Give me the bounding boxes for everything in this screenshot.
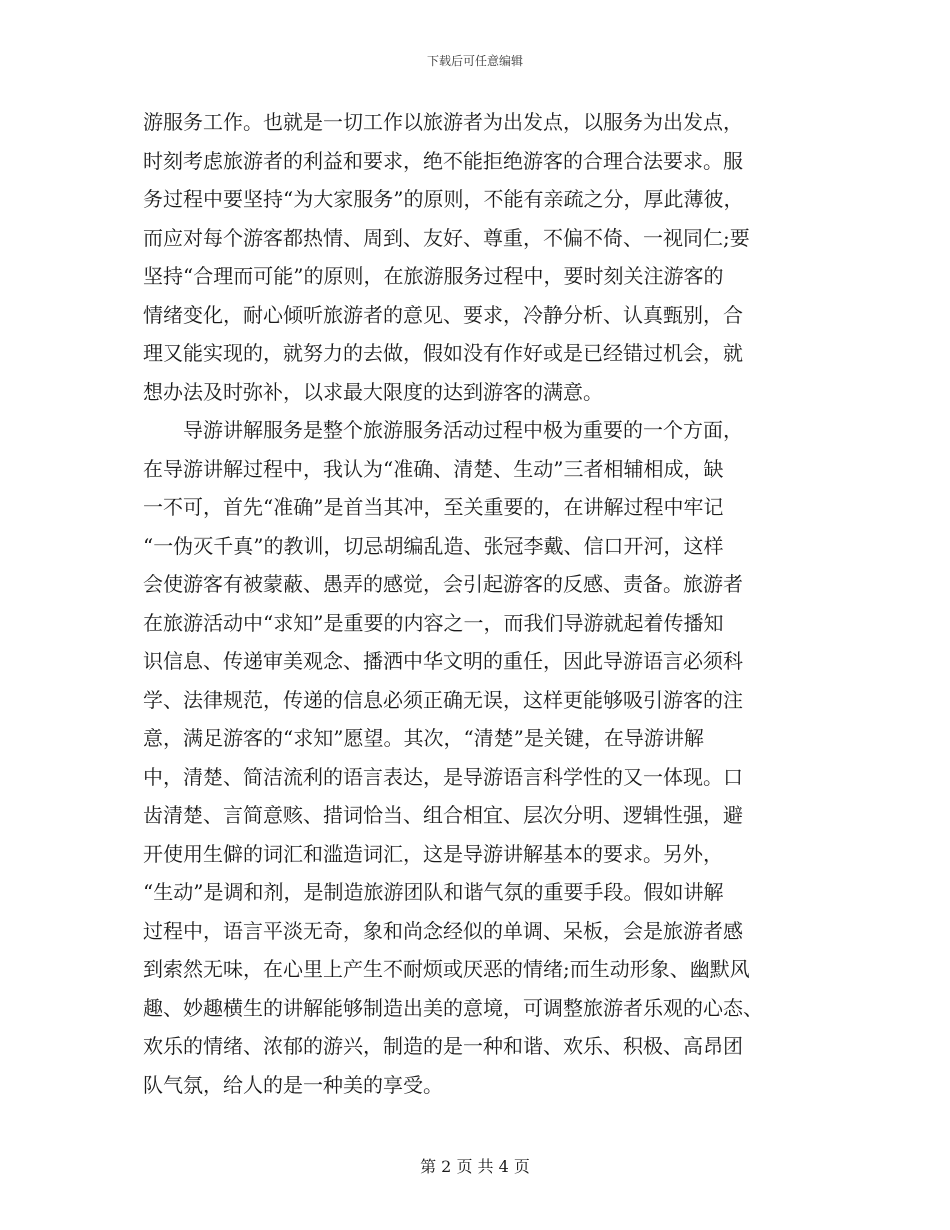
text-line: 过程中，语言平淡无奇，象和尚念经似的单调、呆板，会是旅游者感 [143, 918, 743, 943]
text-line: 情绪变化，耐心倾听旅游者的意见、要求，冷静分析、认真甄别，合 [143, 302, 743, 327]
text-line: 在导游讲解过程中，我认为“准确、清楚、生动”三者相辅相成，缺 [143, 456, 724, 481]
text-line: 队气氛，给人的是一种美的享受。 [143, 1072, 443, 1097]
text-line: 坚持“合理而可能”的原则，在旅游服务过程中，要时刻关注游客的 [143, 264, 724, 288]
text-line: 一不可，首先“准确”是首当其冲，至关重要的，在讲解过程中牢记 [143, 495, 724, 519]
text-line: 在旅游活动中“求知”是重要的内容之一，而我们导游就起着传播知 [143, 610, 724, 635]
text-line: 务过程中要坚持“为大家服务”的原则，不能有亲疏之分，厚此薄彼， [143, 187, 744, 211]
text-line: “一伪灭千真”的教训，切忌胡编乱造、张冠李戴、信口开河，这样 [143, 533, 724, 558]
text-line: 理又能实现的，就努力的去做，假如没有作好或是已经错过机会，就 [143, 341, 743, 365]
text-line: 齿清楚、言简意赅、措词恰当、组合相宜、层次分明、逻辑性强，避 [143, 803, 743, 827]
text-line: “生动”是调和剂，是制造旅游团队和谐气氛的重要手段。假如讲解 [143, 880, 724, 904]
text-line: 意，满足游客的“求知”愿望。其次，“清楚”是关键，在导游讲解 [143, 726, 704, 750]
text-line: 而应对每个游客都热情、周到、友好、尊重，不偏不倚、一视同仁;要 [143, 225, 750, 250]
paragraph-start-line: 导游讲解服务是整个旅游服务活动过程中极为重要的一个方面， [143, 418, 743, 442]
page-header: 下载后可任意编辑 [426, 54, 523, 68]
text-line: 学、法律规范，传递的信息必须正确无误，这样更能够吸引游客的注 [143, 687, 743, 712]
text-line: 时刻考虑旅游者的利益和要求，绝不能拒绝游客的合理合法要求。服 [143, 148, 743, 173]
text-line: 中，清楚、简洁流利的语言表达，是导游语言科学性的又一体现。口 [143, 764, 743, 789]
text-line: 到索然无味，在心里上产生不耐烦或厌恶的情绪;而生动形象、幽默风 [143, 957, 750, 981]
text-line: 游服务工作。也就是一切工作以旅游者为出发点，以服务为出发点， [143, 110, 743, 134]
text-line: 欢乐的情绪、浓郁的游兴，制造的是一种和谐、欢乐、积极、高昂团 [143, 1034, 743, 1058]
text-line: 识信息、传递审美观念、播洒中华文明的重任，因此导游语言必须科 [143, 649, 743, 673]
text-line: 趣、妙趣横生的讲解能够制造出美的意境，可调整旅游者乐观的心态、 [143, 995, 763, 1020]
text-line: 会使游客有被蒙蔽、愚弄的感觉，会引起游客的反感、责备。旅游者 [143, 572, 743, 596]
document-body [143, 103, 807, 1104]
text-line: 想办法及时弥补，以求最大限度的达到游客的满意。 [143, 379, 603, 404]
text-line: 开使用生僻的词汇和滥造词汇，这是导游讲解基本的要求。另外， [143, 841, 723, 866]
page-number: 第 2 页 共 4 页 [420, 1157, 530, 1176]
